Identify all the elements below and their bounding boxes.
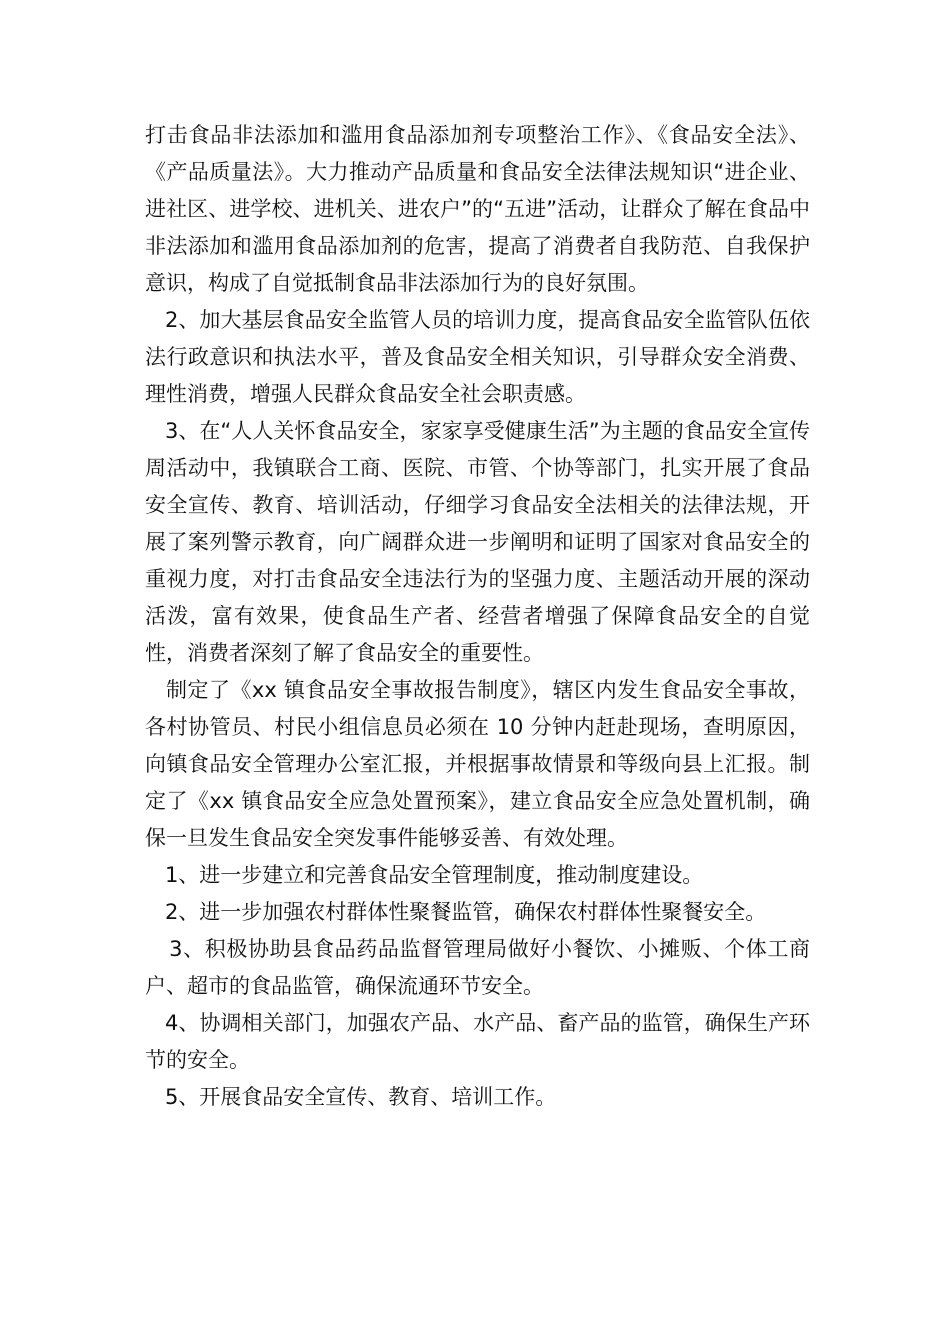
paragraph-7: 3、积极协助县食品药品监督管理局做好小餐饮、小摊贩、个体工商户、超市的食品监管，确保流通环节安全。: [145, 937, 810, 998]
paragraph-9: 5、开展食品安全宣传、教育、培训工作。: [164, 1085, 557, 1109]
document-body: [145, 117, 810, 1116]
paragraph-5: 1、进一步建立和完善食品安全管理制度，推动制度建设。: [164, 863, 704, 887]
paragraph-3: 3、在“人人关怀食品安全，家家享受健康生活”为主题的食品安全宣传周活动中，我镇联合工商、医院、市管、个协等部门，扎实开展了食品安全宣传、教育、培训活动，仔细学习食品安全法相关的法律法规，开展了案列警示教育，向广阔群众进一步阐明和证明了国家对食品安全的重视力度，对打击食品安全违法行为的坚强力度、主题活动开展的深动活泼，富有效果，使食品生产者、经营者增强了保障食品安全的自觉性，消费者深刻了解了食品安全的重要性。: [145, 419, 810, 665]
paragraph-8: 4、协调相关部门，加强农产品、水产品、畜产品的监管，确保生产环节的安全。: [145, 1011, 810, 1072]
paragraph-2: 2、加大基层食品安全监管人员的培训力度，提高食品安全监管队伍依法行政意识和执法水平，普及食品安全相关知识，引导群众安全消费、理性消费，增强人民群众食品安全社会职责感。: [145, 308, 810, 406]
paragraph-4: 制定了《xx 镇食品安全事故报告制度》，辖区内发生食品安全事故，各村协管员、村民小组信息员必须在 10 分钟内赶赴现场，查明原因，向镇食品安全管理办公室汇报，并根据事故情景和等级向县上汇报。制定了《xx 镇食品安全应急处置预案》，建立食品安全应急处置机制，确保一旦发生食品安全突发事件能够妥善、有效处理。: [145, 678, 810, 850]
paragraph-6: 2、进一步加强农村群体性聚餐监管，确保农村群体性聚餐安全。: [164, 900, 767, 924]
paragraph-1: 打击食品非法添加和滥用食品添加剂专项整治工作》、《食品安全法》、《产品质量法》。大力推动产品质量和食品安全法律法规知识“进企业、进社区、进学校、进机关、进农户”的“五进”活动，让群众了解在食品中非法添加和滥用食品添加剂的危害，提高了消费者自我防范、自我保护意识，构成了自觉抵制食品非法添加行为的良好氛围。: [145, 123, 810, 295]
